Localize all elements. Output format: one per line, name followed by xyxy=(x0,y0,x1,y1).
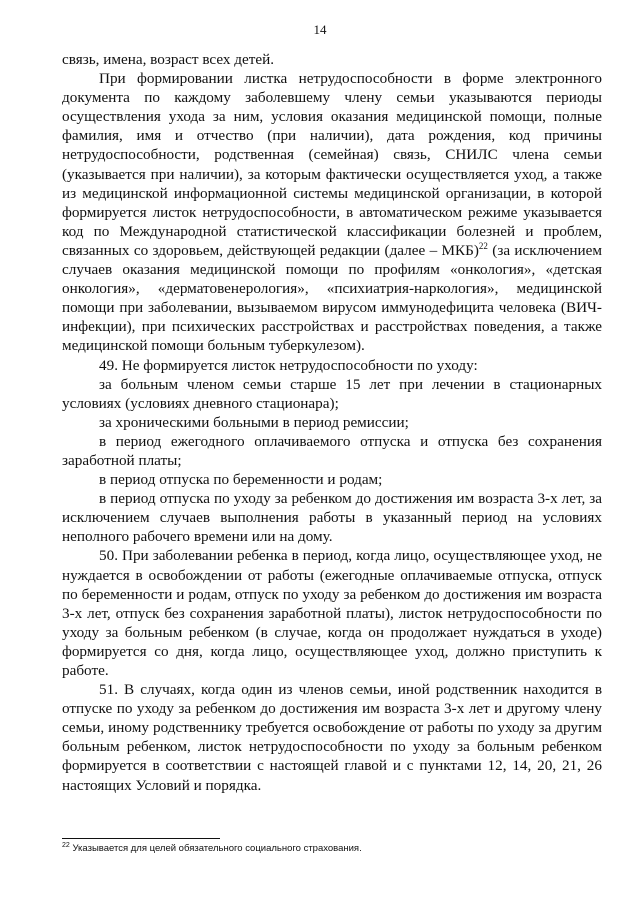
paragraph: в период отпуска по беременности и родам; xyxy=(99,471,383,489)
paragraph: 49. Не формируется листок нетрудоспособности по уходу: xyxy=(99,356,478,374)
footnote xyxy=(62,843,602,854)
footnote-reference: 22 xyxy=(478,240,488,251)
paragraph: связь, имена, возраст всех детей. xyxy=(62,51,275,68)
paragraph-text: (за исключением случаев оказания медицинской помощи по профилям «онкология», «детская онкология», «дерматовенерология», «психиатрия-наркология», медицинской помощи при заболевании, вызываемом вирусом иммунодефицита человека (ВИЧ-инфекции), при психических расстройствах и расстройствах поведения, а также медицинской помощи больным туберкулезом). xyxy=(62,241,602,355)
page-number: 14 xyxy=(313,22,327,37)
paragraph: за больным членом семьи старше 15 лет при лечении в стационарных условиях (условиях дневного стационара); xyxy=(62,375,602,412)
paragraph-text: При формировании листка нетрудоспособности в форме электронного документа по каждому заболевшему члену семьи указываются периоды осуществления ухода за ним, условия оказания медицинской помощи, полные фамилия, имя и отчество (при наличии), дата рождения, код причины нетрудоспособности, родственная (семейная) связь, СНИЛС члена семьи (указывается при наличии), за которым фактически осуществляется уход, а также из медицинской информационной системы медицинской организации, в которой формируется листок нетрудоспособности, в автоматическом режиме указывается код по Международной статистической классификации болезней и проблем, связанных со здоровьем, действующей редакции (далее – МКБ) xyxy=(62,70,602,259)
paragraph: в период отпуска по уходу за ребенком до достижения им возраста 3-х лет, за исключением случаев выполнения работы в указанный период на условиях неполного рабочего времени или на дому. xyxy=(62,490,602,546)
document-body xyxy=(62,50,602,795)
paragraph: 51. В случаях, когда один из членов семьи, иной родственник находится в отпуске по уходу за ребенком до достижения им возраста 3-х лет и другому члену семьи, иному родственнику требуется освобождение от работы по уходу за другим больным ребенком, листок нетрудоспособности по уходу за больным ребенком формируется в соответствии с настоящей главой и с пунктами 12, 14, 20, 21, 26 настоящих Условий и порядка. xyxy=(62,681,602,794)
paragraph: 50. При заболевании ребенка в период, когда лицо, осуществляющее уход, не нуждается в освобождении от работы (ежегодные оплачиваемые отпуска, отпуск по беременности и родам, отпуск по уходу за ребенком до достижения им возраста 3-х лет, отпуск без сохранения заработной платы), листок нетрудоспособности по уходу за больным ребенком (в случае, когда он продолжает нуждаться в уходе) формируется со дня, когда лицо, осуществляющее уход, должно приступить к работе. xyxy=(62,547,602,679)
footnote-text: Указывается для целей обязательного социального страхования. xyxy=(72,843,362,854)
footnote-marker: 22 xyxy=(62,841,70,849)
paragraph: за хроническими больными в период ремиссии; xyxy=(99,413,409,431)
paragraph xyxy=(62,69,602,355)
footnote-divider xyxy=(62,838,220,839)
paragraph: в период ежегодного оплачиваемого отпуска и отпуска без сохранения заработной платы; xyxy=(62,432,602,469)
